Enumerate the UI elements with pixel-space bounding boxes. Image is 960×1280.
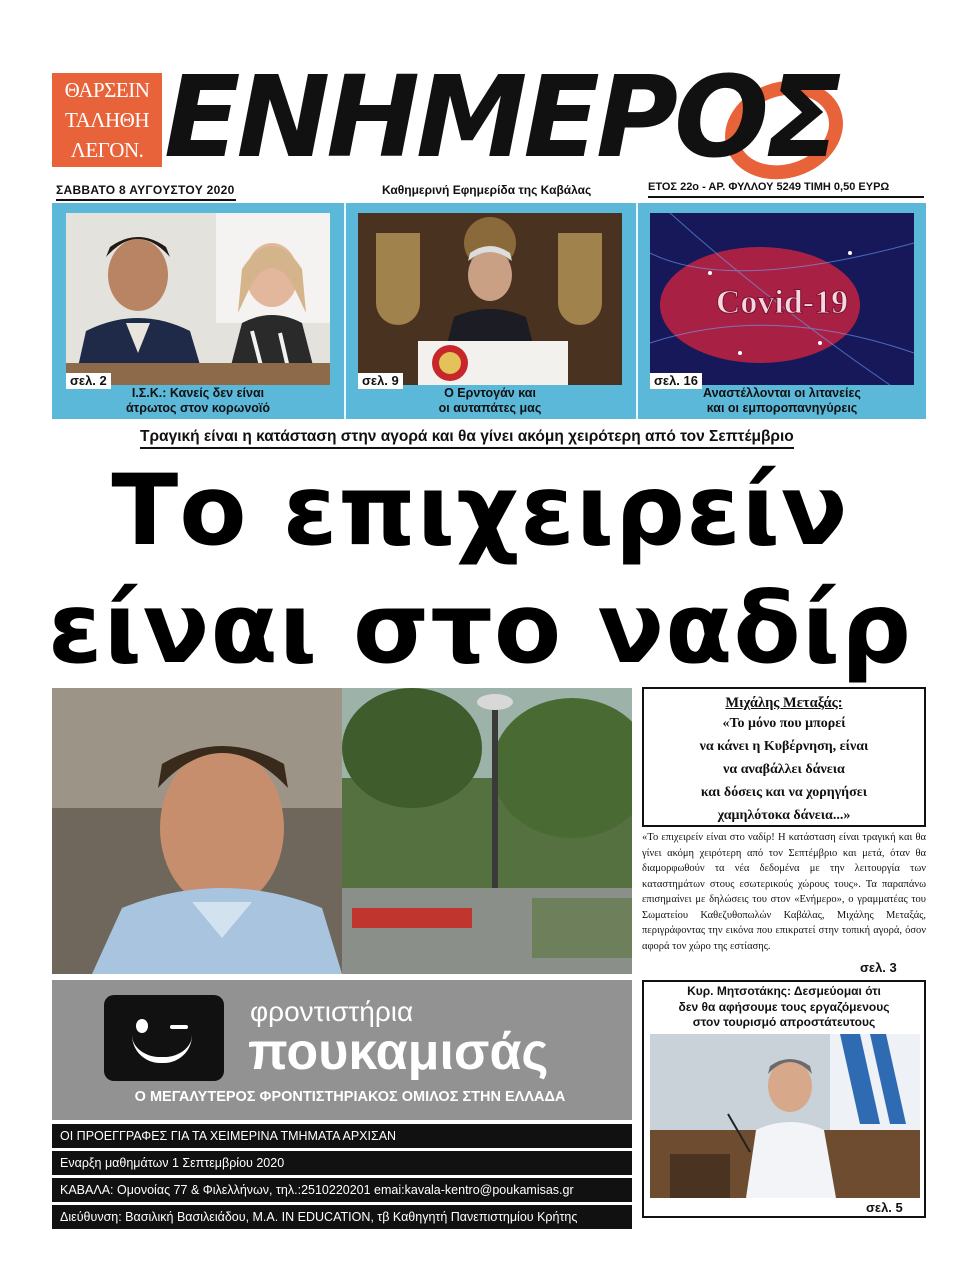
- teaser-page-label: σελ. 9: [358, 373, 403, 389]
- story-title: [648, 984, 920, 1031]
- ad-brand: πουκαμισάς: [248, 1023, 549, 1081]
- motto-line: ΛΕΓΟΝ.: [70, 138, 144, 162]
- newspaper-subtitle: Καθημερινή Εφημερίδα της Καβάλας: [382, 183, 592, 197]
- teaser-caption: [650, 386, 914, 416]
- headline-line: Το επιχειρείν: [111, 454, 849, 568]
- caption-line: Αναστέλλονται οι λιτανείες: [703, 386, 861, 400]
- teaser-erdogan[interactable]: [344, 203, 636, 419]
- caption-line: και οι εμποροπανηγύρεις: [706, 401, 858, 415]
- covid-image-text: Covid-19: [715, 284, 849, 321]
- caption-line: οι αυταπάτες μας: [438, 401, 542, 415]
- teaser-page-label: σελ. 2: [66, 373, 111, 389]
- interview-quote-box[interactable]: [642, 687, 926, 827]
- title-line: δεν θα αφήσουμε τους εργαζόμενους: [678, 999, 890, 1014]
- title-line: στον τουρισμό απροστάτευτους: [692, 1015, 876, 1029]
- teaser-isk[interactable]: [52, 203, 344, 419]
- advertisement[interactable]: [52, 980, 632, 1120]
- tv-smiley-icon: [104, 995, 224, 1081]
- ad-line: Εναρξη μαθημάτων 1 Σεπτεμβρίου 2020: [52, 1151, 632, 1175]
- teaser-photo: [650, 213, 914, 385]
- quote-line: και δόσεις και να χορηγήσει: [700, 785, 868, 800]
- teaser-page-label: σελ. 16: [650, 373, 702, 389]
- divider: [56, 199, 236, 201]
- divider: [648, 196, 924, 198]
- ad-line: ΚΑΒΑΛΑ: Ομονοίας 77 & Φιλελλήνων, τηλ.:2510220201 emai:kavala-kentro@poukamisas.gr: [52, 1178, 632, 1202]
- motto-line: ΤΑΛΗΘΗ: [64, 108, 150, 132]
- quote-line: να κάνει η Κυβέρνηση, είναι: [699, 739, 869, 754]
- mitsotakis-story[interactable]: [642, 980, 926, 1218]
- title-line: Κυρ. Μητσοτάκης: Δεσμεύομαι ότι: [687, 984, 881, 998]
- article-page-label: σελ. 3: [860, 960, 897, 975]
- story-page-label: σελ. 5: [866, 1200, 903, 1215]
- caption-line: άτρωτος στον κορωνοϊό: [125, 401, 271, 415]
- newspaper-logo: [164, 53, 924, 183]
- interviewee-name: Μιχάλης Μεταξάς:: [725, 695, 843, 711]
- ad-line: Διεύθυνση: Βασιλική Βασιλειάδου, Μ.Α. IN EDUCATION, τβ Καθηγητή Πανεπιστημίου Κρήτης: [52, 1205, 632, 1229]
- quote-line: να αναβάλλει δάνεια: [723, 762, 845, 777]
- teaser-photo: [66, 213, 330, 385]
- logo-text: ΕΝΗΜΕΡΟΣ: [164, 53, 838, 183]
- motto-line: ΘΑΡΣΕΙΝ: [64, 78, 150, 102]
- story-photo: [650, 1034, 920, 1198]
- caption-line: Ι.Σ.Κ.: Κανείς δεν είναι: [131, 386, 265, 400]
- caption-line: Ο Ερντογάν και: [444, 386, 536, 400]
- quote-line: «Το μόνο που μπορεί: [722, 716, 846, 731]
- issue-date: ΣΑΒΒΑΤΟ 8 ΑΥΓΟΥΣΤΟΥ 2020: [56, 183, 235, 197]
- lead-photo: [52, 688, 632, 974]
- teaser-photo: [358, 213, 622, 385]
- article-body: «Το επιχειρείν είναι στο ναδίρ! Η κατάσταση είναι τραγική και θα γίνει ακόμη χειρότερη από τον Σεπτέμβριο και μετά, όταν θα διαμορφωθούν τα νέα δεδομένα με την λειτουργία των καταστημάτων στους εσωτερικούς χώρους τους». Τα παραπάνω επισημαίνει με δηλώσεις του στον «Ενήμερο», ο γραμματέας του Σωματείου Καθεζυθοπωλών Καβάλας, Μιχάλης Μεταξάς, περιγράφοντας την εικόνα που επικρατεί στην τοπική αγορά, όσον αφορά τον χώρο της εστίασης.: [642, 832, 926, 952]
- teaser-strip: [52, 203, 926, 419]
- ad-info-lines: [52, 1124, 632, 1232]
- teaser-covid[interactable]: [636, 203, 926, 419]
- ad-tagline: Ο ΜΕΓΑΛΥΤΕΡΟΣ ΦΡΟΝΤΙΣΤΗΡΙΑΚΟΣ ΟΜΙΛΟΣ ΣΤΗΝ ΕΛΛΑΔΑ: [134, 1089, 566, 1105]
- issue-info: ΕΤΟΣ 22ο - ΑΡ. ΦΥΛΛΟΥ 5249 ΤΙΜΗ 0,50 ΕΥΡΩ: [648, 181, 890, 193]
- ad-small-text: φροντιστήρια: [250, 996, 414, 1027]
- teaser-caption: [66, 386, 330, 416]
- main-headline[interactable]: [40, 452, 920, 688]
- headline-line: είναι στο ναδίρ: [47, 572, 913, 686]
- masthead-motto: [52, 73, 162, 167]
- ad-line: ΟΙ ΠΡΟΕΓΓΡΑΦΕΣ ΓΙΑ ΤΑ ΧΕΙΜΕΡΙΝΑ ΤΜΗΜΑΤΑ ΑΡΧΙΣΑΝ: [52, 1124, 632, 1148]
- headline-kicker: Τραγική είναι η κατάσταση στην αγορά και θα γίνει ακόμη χειρότερη από τον Σεπτέμβριο: [140, 428, 794, 449]
- quote-line: χαμηλότοκα δάνεια...»: [717, 808, 851, 823]
- teaser-caption: [358, 386, 622, 416]
